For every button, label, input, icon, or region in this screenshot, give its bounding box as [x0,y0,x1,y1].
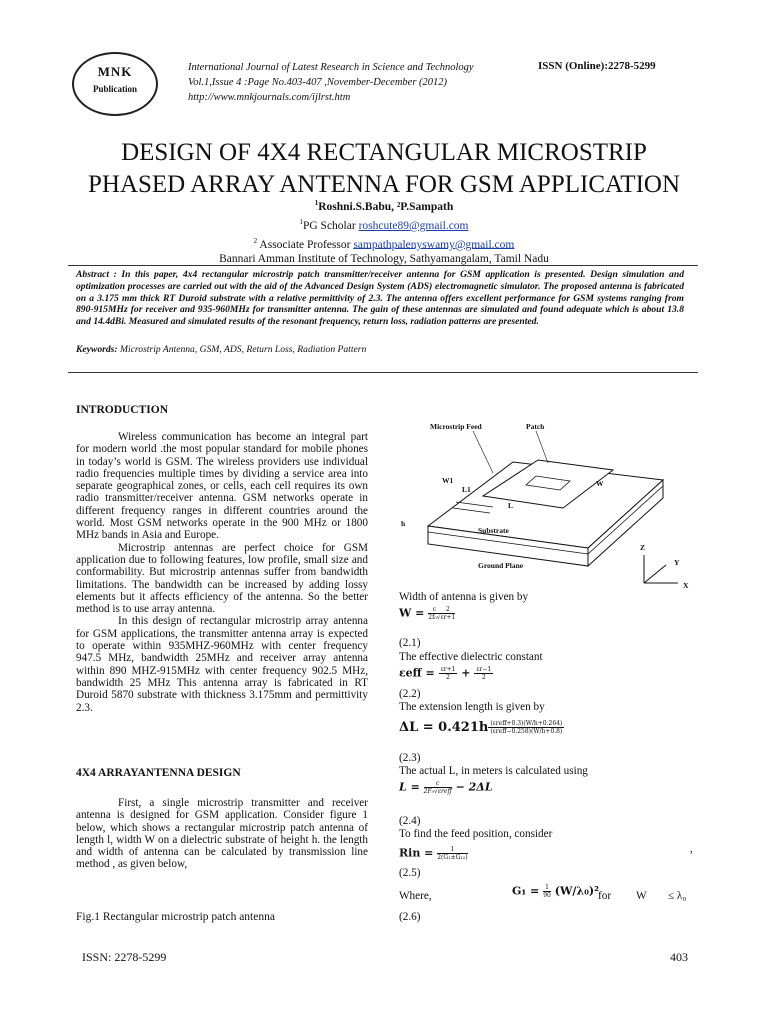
aff2-sup: 2 [253,236,258,245]
equation-2-2 [399,666,493,681]
label-patch: Patch [526,422,545,431]
eq2-lhs: εeff = [399,666,435,680]
eq-number-2-2: (2.2) [399,688,421,700]
journal-volume: Vol.1,Issue 4 :Page No.403-407 ,November-December (2012) [188,77,448,88]
eq1-fraction [428,606,440,621]
eq-text-4: The actual L, in meters is calculated using [399,765,588,777]
eq3-fraction [488,720,564,735]
divider-bottom [68,372,698,373]
section-heading-design: 4X4 ARRAYANTENNA DESIGN [76,767,241,779]
label-z: Z [640,543,646,552]
eq1-root [441,606,456,621]
eq5-num: 1 [437,846,467,854]
affiliation-2 [40,234,728,253]
title-line-1: DESIGN OF 4X4 RECTANGULAR MICROSTRIP [121,139,647,166]
institute: Bannari Amman Institute of Technology, Sathyamangalam, Tamil Nadu [219,253,549,266]
eq1-den: 2f₀√ [428,614,441,621]
eq5-lhs: Rin = [399,846,434,860]
label-x: X [683,581,689,590]
antenna-figure [398,418,698,593]
eq4-den: 2F₀√εreff [423,788,452,795]
intro-paragraph-3: In this design of rectangular microstrip array antenna for GSM applications, the transmitter antenna array is expected to operate within 935MHZ-960MHz with center frequency 947.5 MHz, bandwidth 25MHz and receiver array antenna within 890 MHZ-915MHz with center frequency 902.5 MHz, bandwidth 25 MHz This antenna array is fabricated in RT Duroid 5870 substrate with thickness 3.175mm and permittivity 2.3. [76,615,368,714]
publisher-logo [72,52,158,116]
eq-number-2-6: (2.6) [399,911,421,923]
author-sup: 1 [314,199,319,207]
feed-leader [473,431,493,473]
eq2-n1: εr+1 [440,666,456,673]
label-y: Y [674,558,680,567]
design-paragraph-1: First, a single microstrip transmitter and receiver antenna is designed for GSM application. Consider figure 1 below, which shows a rectangular microstrip patch antenna of length l, width W on a dielectric substrate of height h. the length and width of antenna can be calculated by transmission line method , as given below, [76,797,368,871]
author-block [40,196,728,267]
logo-subtext: Publication [92,84,137,94]
label-h: h [401,519,406,528]
eq-text-1: Width of antenna is given by [399,591,529,603]
author-names [40,196,728,215]
issn-online: ISSN (Online):2278-5299 [538,60,656,72]
aff1-email-link[interactable]: roshcute89@gmail.com [358,219,469,232]
section-heading-introduction: INTRODUCTION [76,404,169,416]
eq4-fraction [424,780,452,795]
eq2-d2: 2 [481,674,486,681]
aff1-label: PG Scholar [302,219,359,232]
eq1-root-num: 2 [441,606,456,614]
eq2-plus: + [461,666,471,680]
eq3-lhs: ΔL = 0.421h [399,720,489,735]
label-w1: W1 [442,476,454,485]
eq6-num: 1 [545,884,549,891]
eq-number-2-1: (2.1) [399,637,421,649]
eq3-den: (εreff−0.258)(W/h+0.8) [490,728,563,735]
y-axis [644,565,666,583]
aff1-sup: 1 [299,217,303,226]
paper-title [40,137,728,201]
affiliation-1 [40,215,728,234]
journal-name: International Journal of Latest Research in Science and Technology [188,62,474,73]
eq5-fraction [437,846,467,861]
eq-text-3: The extension length is given by [399,701,545,713]
eq2-d1: 2 [446,674,450,681]
label-microstrip-feed: Microstrip Feed [430,422,482,431]
label-w: W [596,479,604,488]
eq1-num: c [428,606,440,614]
footer-issn: ISSN: 2278-5299 [82,950,167,964]
equation-2-5 [399,846,468,861]
eq5-comma: , [690,843,693,855]
divider-top [68,265,698,266]
eq1-lhs: W = [399,606,425,620]
aff2-email-link[interactable]: sampathpalenyswamy@gmail.com [353,238,515,251]
eq3-num: (εreff+0.3)(W/h+0.264) [490,720,563,727]
logo-text: MNK [97,64,133,79]
journal-url[interactable]: http://www.mnkjournals.com/ijlrst.htm [188,92,351,103]
page-number: 403 [670,950,688,964]
figure-caption: Fig.1 Rectangular microstrip patch antenna [76,911,275,923]
author-names-text: Roshni.S.Babu, ²P.Sampath [318,200,454,213]
eq6-fraction [543,884,551,899]
eq6-condition: ≤ λ₀ [668,890,687,902]
patch-leader [536,431,548,463]
eq2-frac-2 [474,666,493,681]
eq-text-2: The effective dielectric constant [399,651,543,663]
eq4-lhs: L = [399,780,420,794]
eq-text-5: To find the feed position, consider [399,828,553,840]
aff2-label: Associate Professor [257,238,354,251]
journal-header [188,60,528,105]
intro-paragraph-2: Microstrip antennas are perfect choice for GSM application due to following features, low profile, small size and conformability. But microstrip antennas suffer from bandwidth limitations. The bandwidth can be increased by adding lossy elements but it affects efficiency of the antenna. So the better method is to use array antenna. [76,541,368,616]
eq6-lhs: G₁ = [512,884,540,898]
eq2-frac-1 [439,666,458,681]
intro-body [76,431,368,714]
label-substrate: Substrate [478,526,509,535]
eq6-rest: (W/λ₀)² [554,884,599,898]
eq1-root-den: εr+1 [440,614,456,621]
eq-number-2-4: (2.4) [399,815,421,827]
eq-number-2-5: (2.5) [399,867,421,879]
label-l: L [508,501,514,510]
eq6-for: for [598,890,612,902]
design-body [76,797,368,871]
label-ground-plane: Ground Plane [478,561,524,570]
label-l1: L1 [462,485,471,494]
intro-paragraph-1: Wireless communication has become an integral part for modern world .the most popular standard for mobile phones in today’s world is GSM. The wireless providers use individual radio frequencies multiple times by dividing a service area into separate geographical zones, or cells, each cell requires its own radio transmitter/receiver antenna. GSM networks operate in different frequency ranges in different countries around the world. Most GSM networks operate in the 900 MHz or 1800 MHz bands in Asia and Europe. [76,431,368,542]
abstract: Abstract : In this paper, 4x4 rectangular microstrip patch transmitter/receiver antenna for GSM application is presented. Design simulation and optimization processes are carried out with the aid of the Advanced Design System (ADS) electromagnetic simulator. The proposed antenna is fabricated on a 3.175 mm thick RT Duroid substrate with a relative permittivity of 2.3. The antenna offers excellent performance for GSM systems ranging from 890-915MHz for receiver and 935-960MHz for transmitter antenna. The gain of these antennas are simulated and found adequate which is about 13.8 and 14.4dBi. Measured and simulated results of the resonant frequency, return loss, radiation patterns are presented. [76,269,684,328]
eq6-w: W [636,890,647,902]
eq2-n2: εr−1 [476,666,492,673]
eq6-den: 90 [543,892,551,899]
eq5-den: 2(G₁±G₁₂) [437,854,468,861]
eq-text-6: Where, [399,890,432,902]
keywords-label: Keywords: [76,344,118,355]
equation-2-6 [512,884,599,899]
eq4-num: c [424,780,452,788]
keywords-text: Microstrip Antenna, GSM, ADS, Return Loss, Radiation Pattern [117,344,367,355]
title-line-2: PHASED ARRAY ANTENNA FOR GSM APPLICATION [87,171,681,198]
equation-2-4 [399,780,493,795]
eq-number-2-3: (2.3) [399,752,421,764]
equation-2-1 [399,606,455,621]
eq4-rest: − 2ΔL [455,780,493,794]
equation-2-3 [399,720,564,735]
keywords [76,344,684,355]
